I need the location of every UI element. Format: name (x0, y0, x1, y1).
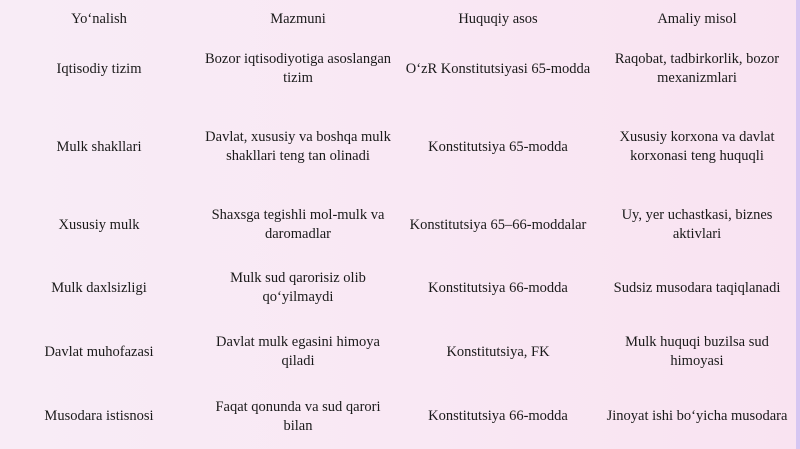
cell-direction: Mulk shakllari (56, 138, 142, 155)
cell-content: Faqat qonunda va sud qarori bilan (215, 398, 381, 434)
column-header-direction: Yo‘nalish (71, 10, 127, 27)
cell-direction: Mulk daxlsizligi (51, 279, 147, 296)
cell-practical-example: Jinoyat ishi bo‘yicha musodara (606, 408, 788, 424)
column-header-legal-basis: Huquqiy asos (458, 10, 538, 27)
column-header-content: Mazmuni (270, 10, 326, 27)
table-row (0, 38, 796, 100)
table-row (0, 256, 796, 320)
cell-practical-example: Xususiy korxona va davlat korxonasi teng huquqli (619, 129, 775, 164)
table-row (0, 100, 796, 194)
table-row (0, 384, 796, 449)
cell-content: Davlat, xususiy va boshqa mulk shakllari teng tan olinadi (205, 129, 391, 164)
cell-content: Mulk sud qarorisiz olib qo‘yilmaydi (230, 270, 366, 305)
cell-practical-example: Sudsiz musodara taqiqlanadi (613, 279, 781, 296)
cell-content: Davlat mulk egasini himoya qiladi (216, 334, 380, 369)
cell-content: Shaxsga tegishli mol-mulk va daromadlar (211, 207, 385, 242)
cell-legal-basis: Konstitutsiya 65–66-moddalar (409, 216, 587, 233)
cell-content: Bozor iqtisodiyotiga asoslangan tizim (204, 51, 392, 86)
cell-legal-basis: Konstitutsiya 66-modda (428, 408, 568, 424)
cell-practical-example: Mulk huquqi buzilsa sud himoyasi (625, 334, 769, 369)
cell-practical-example: Raqobat, tadbirkorlik, bozor mexanizmlari (614, 51, 780, 86)
cell-legal-basis: Konstitutsiya, FK (446, 343, 550, 360)
right-edge-accent (796, 0, 800, 449)
cell-direction: Musodara istisnosi (44, 408, 154, 424)
cell-direction: Davlat muhofazasi (44, 343, 154, 360)
column-header-practical-example: Amaliy misol (657, 10, 737, 27)
table-header-row (0, 0, 796, 38)
table-row (0, 320, 796, 384)
cell-legal-basis: O‘zR Konstitutsiyasi 65-modda (405, 60, 591, 77)
cell-direction: Xususiy mulk (58, 216, 140, 233)
cell-legal-basis: Konstitutsiya 65-modda (428, 138, 568, 155)
table-row (0, 194, 796, 256)
cell-legal-basis: Konstitutsiya 66-modda (428, 279, 568, 296)
cell-practical-example: Uy, yer uchastkasi, biznes aktivlari (621, 207, 773, 242)
cell-direction: Iqtisodiy tizim (56, 60, 142, 77)
